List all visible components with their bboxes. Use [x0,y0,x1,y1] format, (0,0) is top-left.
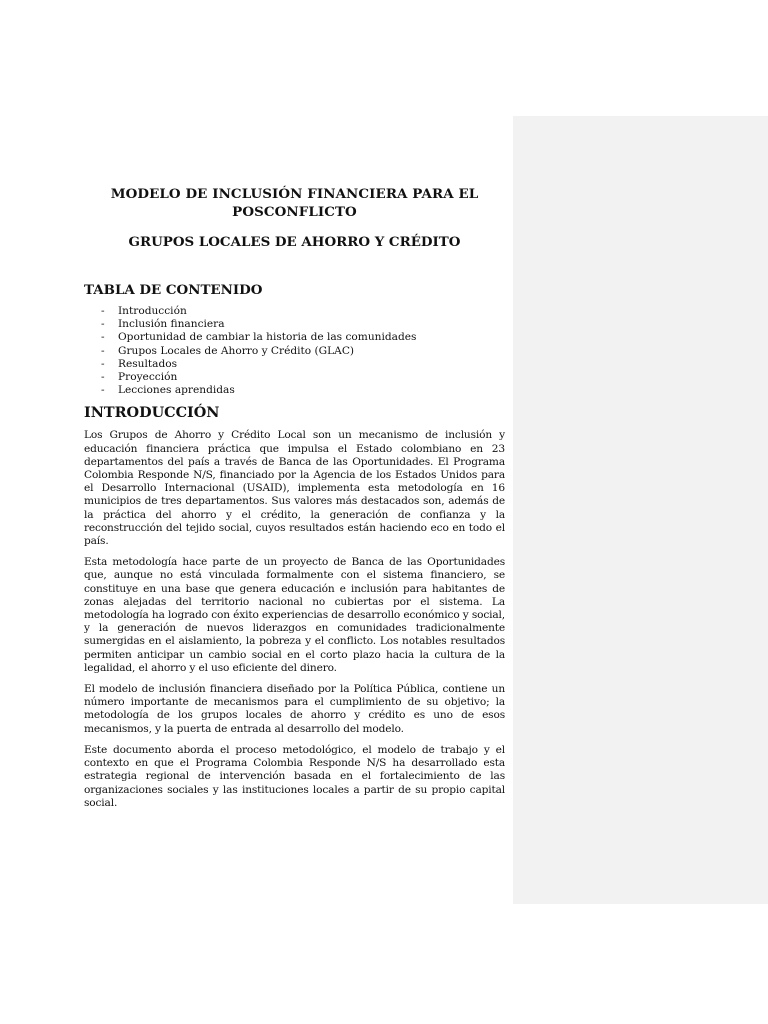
introduction-paragraph: Esta metodología hace parte de un proyecto de Banca de las Oportunidades que, aunque no está vinculada formalmente con el sistema financiero, se constituye en una base que genera educación e inclusión para habitantes de zonas alejadas del territorio nacional no cubiertas por el sistema. La metodología ha logrado con éxito experiencias de desarrollo económico y social, y la generación de nuevos liderazgos en comunidades tradicionalmente sumergidas en el aislamiento, la pobreza y el conflicto. Los notables resultados permiten anticipar un cambio social en el corto plazo hacia la cultura de la legalidad, el ahorro y el uso eficiente del dinero. [84,556,505,674]
toc-bullet: - [101,331,105,344]
comment-margin-pane [513,116,768,904]
toc-item [84,371,505,384]
toc-item-label: Lecciones aprendidas [118,384,235,397]
introduction-paragraph: El modelo de inclusión financiera diseñado por la Política Pública, contiene un número importante de mecanismos para el cumplimiento de su objetivo; la metodología de los grupos locales de ahorro y crédito es uno de esos mecanismos, y la puerta de entrada al desarrollo del modelo. [84,683,505,735]
toc-bullet: - [101,384,105,397]
introduction-paragraph: Los Grupos de Ahorro y Crédito Local son un mecanismo de inclusión y educación financiera práctica que impulsa el Estado colombiano en 23 departamentos del país a través de Banca de las Oportunidades. El Programa Colombia Responde N/S, financiado por la Agencia de los Estados Unidos para el Desarrollo Internacional (USAID), implementa esta metodología en 16 municipios de tres departamentos. Sus valores más destacados son, además de la práctica del ahorro y el crédito, la generación de confianza y la reconstrucción del tejido social, cuyos resultados están haciendo eco en todo el país. [84,429,505,548]
document-body [84,185,505,810]
toc-bullet: - [101,357,105,370]
toc-item-label: Resultados [118,357,178,370]
toc-bullet: - [101,305,105,317]
toc-item-label: Grupos Locales de Ahorro y Crédito (GLAC) [118,344,355,357]
introduction-heading: INTRODUCCIÓN [84,404,220,422]
introduction-paragraph: Este documento aborda el proceso metodológico, el modelo de trabajo y el contexto en que el Programa Colombia Responde N/S ha desarrollado esta estrategia regional de intervención basada en el fortalecimiento de las organizaciones sociales y las instituciones locales a partir de su propio capital social. [84,743,505,809]
document-title: MODELO DE INCLUSIÓN FINANCIERA PARA EL POSCONFLICTO [110,186,479,220]
toc-item [84,305,505,318]
toc-item-label: Proyección [118,371,178,384]
toc-bullet: - [101,344,105,357]
toc-item-label: Inclusión financiera [118,318,225,331]
toc-bullet: - [101,318,105,331]
toc-item [84,384,505,397]
toc-heading: TABLA DE CONTENIDO [84,282,263,298]
toc-bullet: - [101,371,105,384]
toc-list [84,305,505,397]
toc-item [84,358,505,371]
toc-item-label: Oportunidad de cambiar la historia de las comunidades [118,331,417,344]
toc-item-label: Introducción [118,305,187,317]
toc-item [84,331,505,344]
toc-item [84,345,505,358]
toc-item [84,318,505,331]
document-subtitle: GRUPOS LOCALES DE AHORRO Y CRÉDITO [128,234,461,250]
